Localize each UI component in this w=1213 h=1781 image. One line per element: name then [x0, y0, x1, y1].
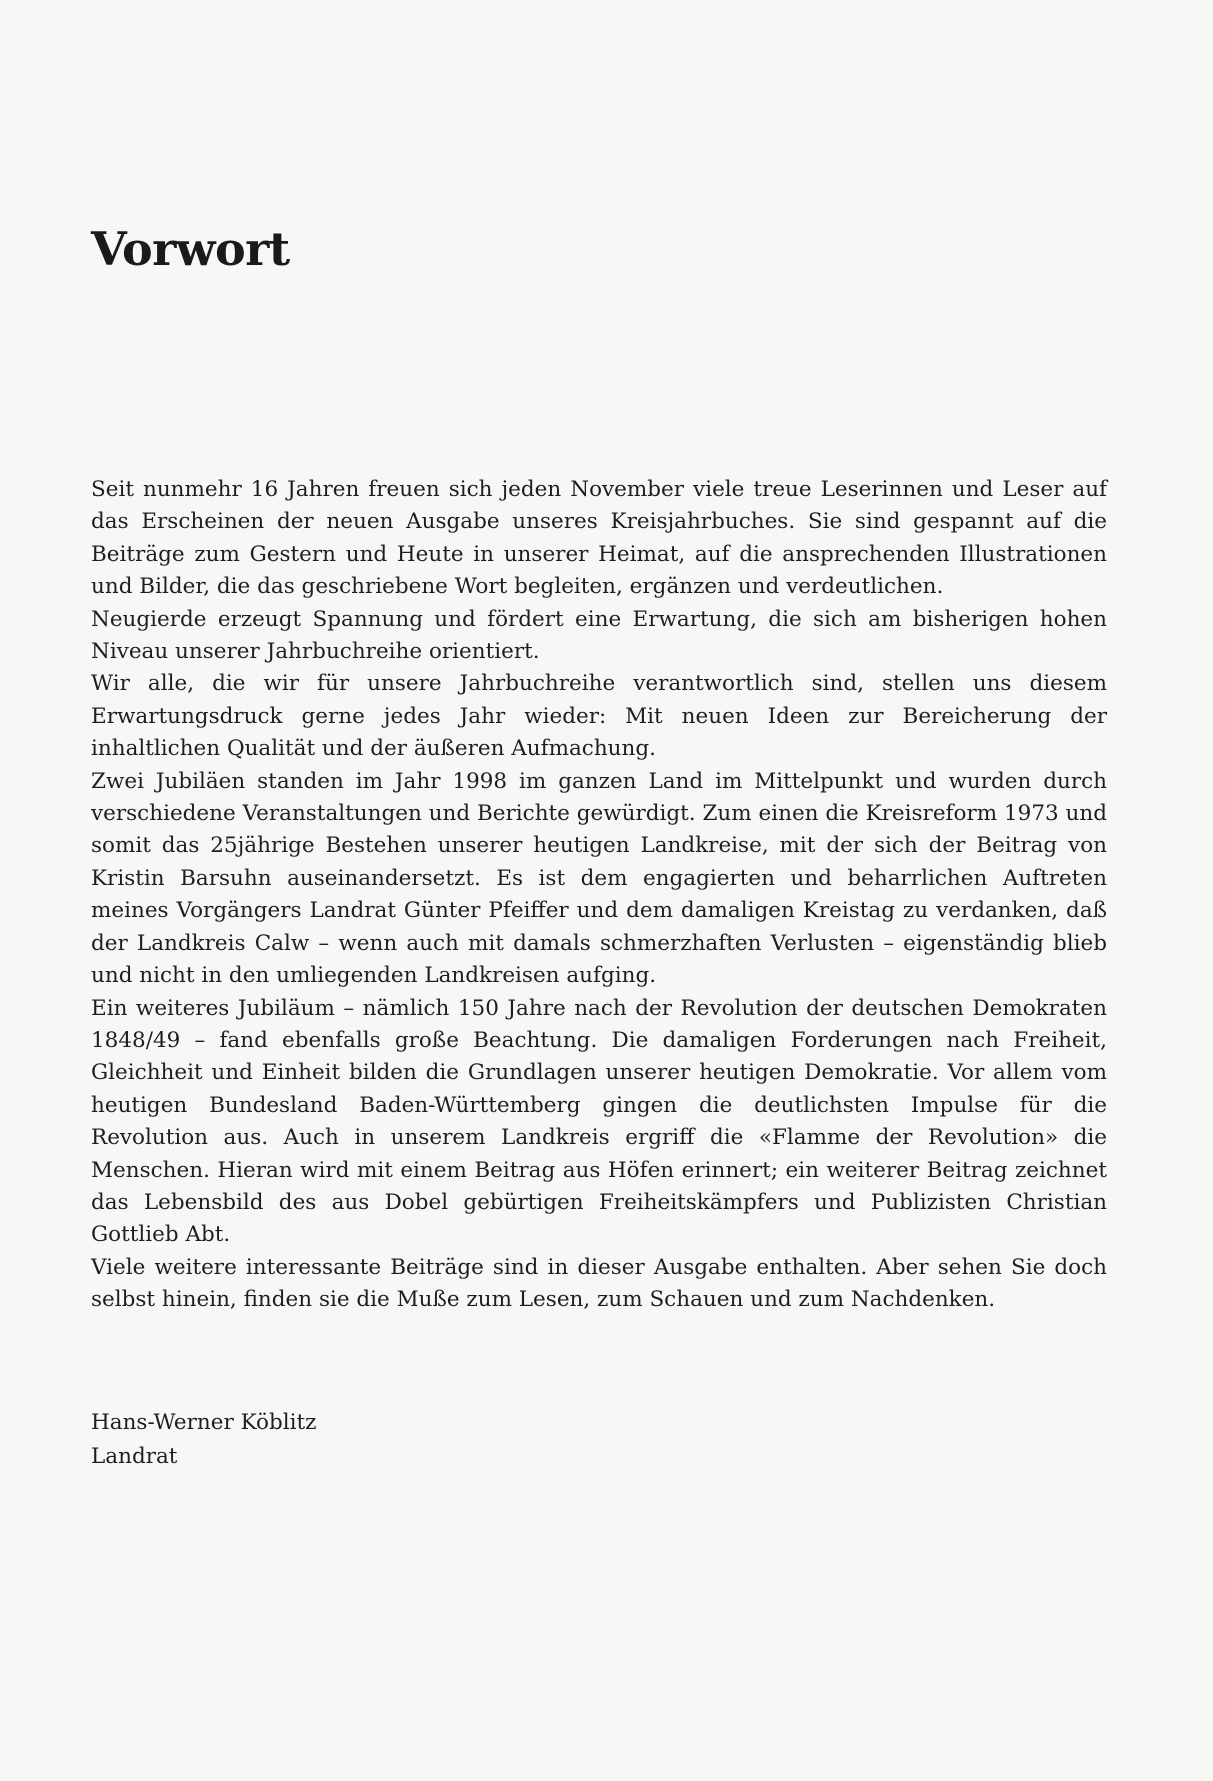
- paragraph: Wir alle, die wir für unsere Jahrbuchreihe verantwortlich sind, stellen uns diesem Erwartungsdruck gerne jedes Jahr wieder: Mit neuen Ideen zur Bereicherung der inhaltlichen Qualität und der äußeren Aufmachung.: [91, 671, 1107, 762]
- signature-role: Landrat: [91, 1444, 178, 1469]
- paragraph: Neugierde erzeugt Spannung und fördert eine Erwartung, die sich am bisherigen hohen Niveau unserer Jahrbuchreihe orientiert.: [91, 606, 1107, 665]
- paragraph: Zwei Jubiläen standen im Jahr 1998 im ganzen Land im Mittelpunkt und wurden durch verschiedene Veranstaltungen und Berichte gewürdigt. Zum einen die Kreisreform 1973 und somit das 25jährige Bestehen unserer heutigen Landkreise, mit der sich der Beitrag von Kristin Barsuhn auseinandersetzt. Es ist dem engagierten und beharrlichen Auftreten meines Vorgängers Landrat Günter Pfeiffer und dem damaligen Kreistag zu verdanken, daß der Landkreis Calw – wenn auch mit damals schmerzhaften Verlusten – eigenständig blieb und nicht in den umliegenden Landkreisen aufging.: [91, 768, 1107, 989]
- page-title: Vorwort: [91, 222, 290, 276]
- signature-name: Hans-Werner Köblitz: [91, 1410, 317, 1435]
- signature-block: [91, 1406, 316, 1474]
- paragraph: Ein weiteres Jubiläum – nämlich 150 Jahre nach der Revolution der deutschen Demokraten 1848/49 – fand ebenfalls große Beachtung. Die damaligen Forderungen nach Freiheit, Gleichheit und Einheit bilden die Grundlagen unserer heutigen Demokratie. Vor allem vom heutigen Bundesland Baden-Württemberg gingen die deutlichsten Impulse für die Revolution aus. Auch in unserem Landkreis ergriff die «Flamme der Revolution» die Menschen. Hieran wird mit einem Beitrag aus Höfen erinnert; ein weiterer Beitrag zeichnet das Lebensbild des aus Dobel gebürtigen Freiheitskämpfers und Publizisten Christian Gottlieb Abt.: [91, 995, 1107, 1248]
- paragraph: Seit nunmehr 16 Jahren freuen sich jeden November viele treue Leserinnen und Leser auf das Erscheinen der neuen Ausgabe unseres Kreisjahrbuches. Sie sind gespannt auf die Beiträge zum Gestern und Heute in unserer Heimat, auf die ansprechenden Illustrationen und Bilder, die das geschriebene Wort begleiten, ergänzen und verdeutlichen.: [91, 477, 1107, 600]
- foreword-body: [91, 474, 1107, 1317]
- paragraph: Viele weitere interessante Beiträge sind in dieser Ausgabe enthalten. Aber sehen Sie doch selbst hinein, finden sie die Muße zum Lesen, zum Schauen und zum Nachdenken.: [91, 1254, 1107, 1313]
